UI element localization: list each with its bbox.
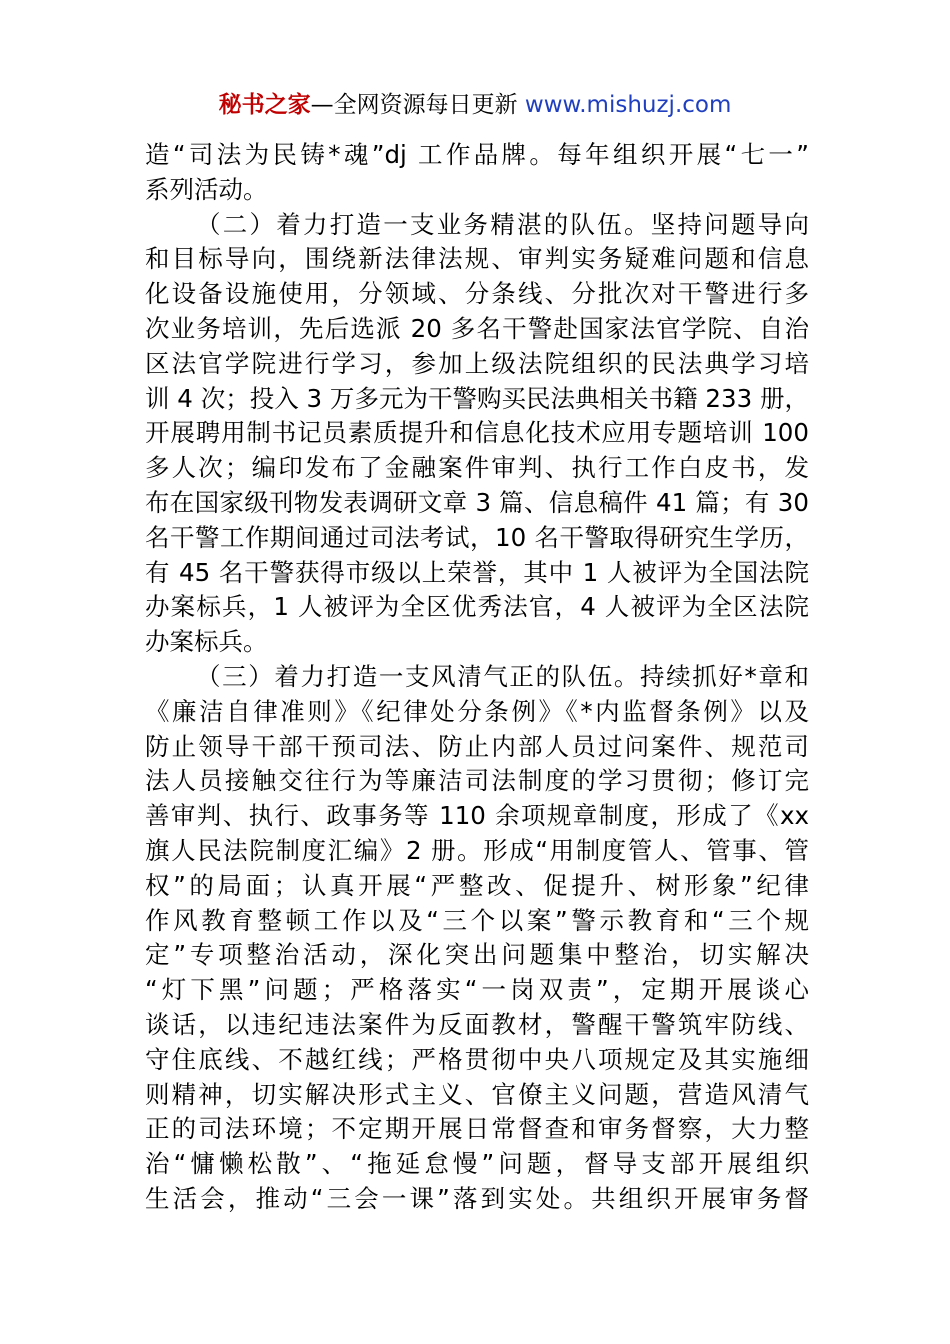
text-line: 和目标导向，围绕新法律法规、审判实务疑难问题和信息 (145, 244, 809, 274)
site-brand: 秘书之家 (218, 92, 311, 118)
text-line: 开展聘用制书记员素质提升和信息化技术应用专题培训 100 (145, 418, 809, 448)
text-line: 正的司法环境；不定期开展日常督查和审务督察，大力整 (145, 1114, 809, 1144)
text-line: 防止领导干部干预司法、防止内部人员过问案件、规范司 (145, 731, 809, 761)
text-line: 生活会，推动“三会一课”落到实处。共组织开展审务督 (145, 1183, 809, 1213)
text-line: 守住底线、不越红线；严格贯彻中央八项规定及其实施细 (145, 1044, 809, 1074)
site-url-link[interactable]: www.mishuzj.com (524, 92, 732, 118)
text-line: 则精神，切实解决形式主义、官僚主义问题，营造风清气 (145, 1079, 809, 1109)
text-line: 权”的局面；认真开展“严整改、促提升、树形象”纪律 (145, 870, 809, 900)
site-tagline: —全网资源每日更新 (310, 92, 525, 118)
document-body (145, 138, 809, 1217)
text-line: 治“慵懒松散”、“拖延怠慢”问题，督导支部开展组织 (145, 1149, 809, 1179)
text-line: 作风教育整顿工作以及“三个以案”警示教育和“三个规 (145, 905, 809, 935)
text-line: 办案标兵。 (145, 627, 268, 657)
text-line: 法人员接触交往行为等廉洁司法制度的学习贯彻；修订完 (145, 766, 809, 796)
text-line: 《廉洁自律准则》《纪律处分条例》《*内监督条例》以及 (145, 696, 809, 726)
section-heading-line: （二）着力打造一支业务精湛的队伍。坚持问题导向 (196, 209, 809, 239)
text-line: 旗人民法院制度汇编》2 册。形成“用制度管人、管事、管 (145, 835, 809, 865)
text-line: 定”专项整治活动，深化突出问题集中整治，切实解决 (145, 940, 809, 970)
text-line: 多人次；编印发布了金融案件审判、执行工作白皮书，发 (145, 453, 809, 483)
section-heading-line: （三）着力打造一支风清气正的队伍。持续抓好*章和 (196, 661, 809, 691)
text-line: 化设备设施使用，分领域、分条线、分批次对干警进行多 (145, 279, 809, 309)
text-line: 名干警工作期间通过司法考试，10 名干警取得研究生学历， (145, 522, 809, 552)
text-line: 系列活动。 (145, 174, 268, 204)
text-line: 布在国家级刊物发表调研文章 3 篇、信息稿件 41 篇；有 30 (145, 487, 809, 517)
text-line: 训 4 次；投入 3 万多元为干警购买民法典相关书籍 233 册， (145, 383, 809, 413)
text-line: 办案标兵，1 人被评为全区优秀法官，4 人被评为全区法院 (145, 592, 809, 622)
text-line: 造“司法为民铸*魂”dj 工作品牌。每年组织开展“七一” (145, 140, 809, 169)
text-line: 善审判、执行、政事务等 110 余项规章制度，形成了《xx (145, 801, 809, 831)
site-header (0, 88, 950, 122)
text-line: 次业务培训，先后选派 20 多名干警赴国家法官学院、自治 (145, 313, 809, 343)
text-line: “灯下黑”问题；严格落实“一岗双责”，定期开展谈心 (145, 975, 809, 1005)
text-line: 区法官学院进行学习，参加上级法院组织的民法典学习培 (145, 348, 809, 378)
text-line: 有 45 名干警获得市级以上荣誉，其中 1 人被评为全国法院 (145, 557, 809, 587)
text-line: 谈话，以违纪违法案件为反面教材，警醒干警筑牢防线、 (145, 1009, 809, 1039)
